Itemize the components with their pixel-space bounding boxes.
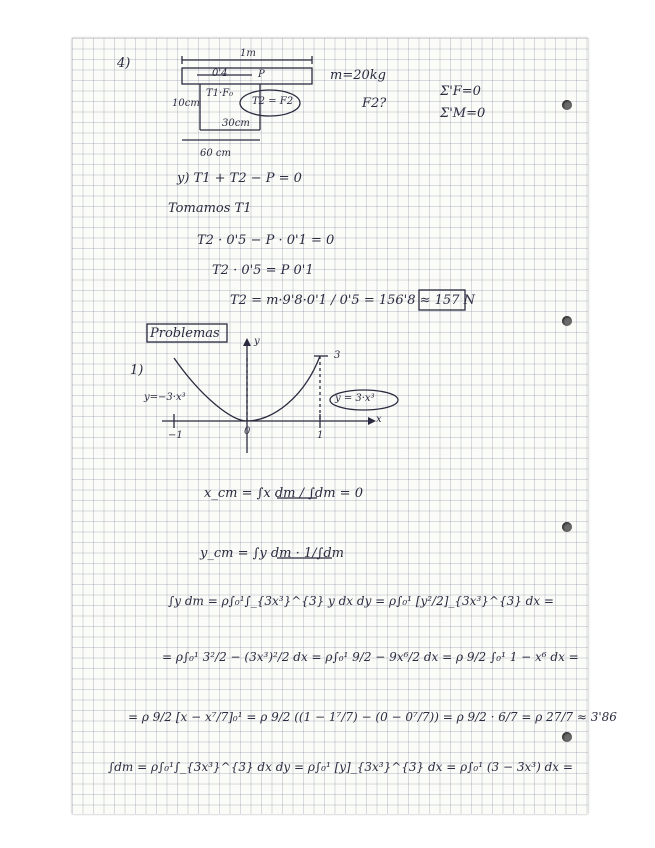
beam-load-label: P (258, 69, 265, 80)
solution-line-1: y) T1 + T2 − P = 0 (177, 171, 302, 186)
graph-y-axis-label: y (254, 336, 260, 347)
given-mass: m=20kg (330, 68, 386, 83)
formula-integral-4: ∫dm = ρ∫₀¹∫_{3x³}^{3} dx dy = ρ∫₀¹ [y]_{3x³}^{3} dx = ρ∫₀¹ (3 − 3x³) dx = (108, 760, 573, 774)
given-sum-moments: Σ'M=0 (440, 106, 486, 121)
formula-xcm: x_cm = ∫x dm / ∫dm = 0 (204, 486, 363, 501)
problem2-number: 1) (130, 363, 144, 378)
beam-length-label: 1m (240, 48, 256, 59)
graph-tick-neg: −1 (168, 430, 183, 441)
formula-integral-2: = ρ∫₀¹ 3²/2 − (3x³)²/2 dx = ρ∫₀¹ 9/2 − 9x⁶/2 dx = ρ 9/2 ∫₀¹ 1 − x⁶ dx = (162, 650, 579, 664)
left-curve-label: y=−3·x³ (144, 392, 186, 403)
graph-x-axis-label: x (376, 414, 382, 425)
solution-line-5: T2 = m·9'8·0'1 / 0'5 = 156'8 ≈ 157 N (230, 293, 475, 308)
beam-t1-label: T1·F₀ (206, 88, 234, 99)
beam-bottom-label: 60 cm (200, 148, 231, 159)
formula-ycm: y_cm = ∫y dm · 1/∫dm (200, 546, 344, 561)
solution-line-4: T2 · 0'5 = P 0'1 (212, 263, 314, 278)
beam-rect (182, 68, 312, 84)
solution-line-3: T2 · 0'5 − P · 0'1 = 0 (197, 233, 335, 248)
beam-inner-label: 30cm (222, 118, 250, 129)
graph-top-value: 3 (334, 350, 341, 361)
beam-left-label: 10cm (172, 98, 200, 109)
given-question: F2? (362, 96, 387, 111)
problem-number: 4) (117, 56, 131, 71)
formula-integral-1: ∫y dm = ρ∫₀¹∫_{3x³}^{3} y dx dy = ρ∫₀¹ [y²/2]_{3x³}^{3} dx = (168, 594, 554, 608)
right-curve-label: y = 3·x³ (335, 393, 375, 404)
beam-t2-label: T2 = F2 (252, 96, 294, 107)
notebook-page (72, 38, 617, 814)
sketch-drawings (72, 38, 588, 814)
given-sum-forces: Σ'F=0 (440, 84, 481, 99)
section-heading: Problemas (150, 326, 220, 341)
solution-line-2: Tomamos T1 (168, 201, 252, 216)
formula-integral-3: = ρ 9/2 [x − x⁷/7]₀¹ = ρ 9/2 ((1 − 1⁷/7) − (0 − 0⁷/7)) = ρ 9/2 · 6/7 = ρ 27/7 ≈ 3'86 (128, 710, 617, 724)
beam-distance-label: 0'4 (212, 68, 228, 79)
graph-tick-zero: 0 (244, 426, 251, 437)
graph-tick-pos: 1 (317, 430, 324, 441)
